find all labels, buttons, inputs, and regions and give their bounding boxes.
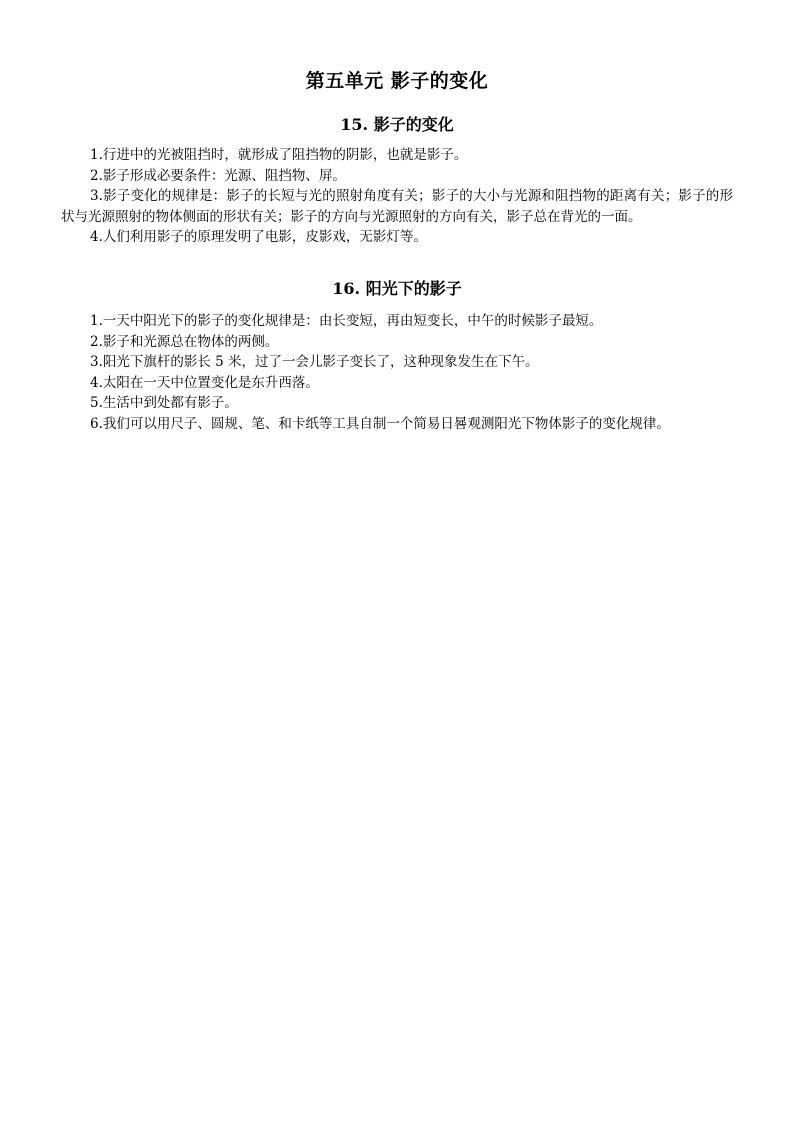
paragraph: 2.影子和光源总在物体的两侧。 — [90, 333, 279, 350]
paragraph: 3.影子变化的规律是：影子的长短与光的照射角度有关；影子的大小与光源和阻挡物的距离有关；影子的形状与光源照射的物体侧面的形状有关；影子的方向与光源照射的方向有关，影子总在背光的一面。 — [61, 188, 733, 225]
paragraph: 6.我们可以用尺子、圆规、笔、和卡纸等工具自制一个简易日晷观测阳光下物体影子的变化规律。 — [90, 415, 670, 432]
unit-title: 第五单元 影子的变化 — [305, 70, 489, 92]
section-15-content — [61, 145, 733, 248]
paragraph: 2.影子形成必要条件：光源、阻挡物、屏。 — [90, 167, 346, 184]
paragraph: 4.太阳在一天中位置变化是东升西落。 — [90, 374, 319, 391]
paragraph: 5.生活中到处都有影子。 — [90, 395, 238, 411]
section-16-content — [61, 311, 733, 434]
paragraph: 3.阳光下旗杆的影长 5 米，过了一会儿影子变长了，这种现象发生在下午。 — [90, 354, 539, 370]
paragraph: 1.一天中阳光下的影子的变化规律是：由长变短，再由短变长，中午的时候影子最短。 — [90, 313, 603, 329]
paragraph: 1.行进中的光被阻挡时，就形成了阻挡物的阴影，也就是影子。 — [90, 147, 468, 163]
section-title-16: 16. 阳光下的影子 — [332, 279, 462, 298]
paragraph: 4.人们利用影子的原理发明了电影，皮影戏，无影灯等。 — [90, 229, 427, 245]
section-title-15: 15. 影子的变化 — [340, 115, 454, 134]
